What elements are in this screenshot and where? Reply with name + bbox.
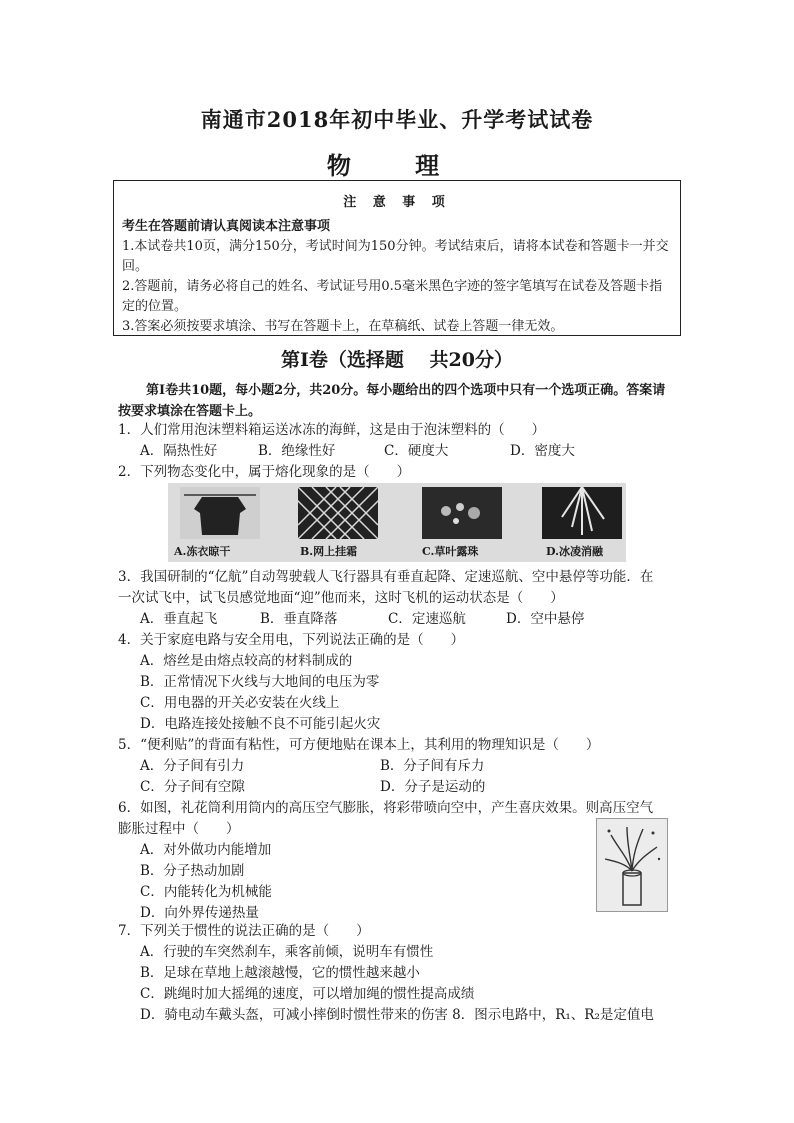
q5-option-d: D．分子是运动的 xyxy=(380,779,486,795)
q7-option-c: C．跳绳时加大摇绳的速度，可以增加绳的惯性提高成绩 xyxy=(140,986,475,1002)
section-title: 第Ⅰ卷（选择题 共20分） xyxy=(281,349,513,371)
q1-option-c: C．硬度大 xyxy=(384,443,449,459)
notice-item: 3.答案必须按要求填涂、书写在答题卡上，在草稿纸、试卷上答题一律无效。 xyxy=(122,319,564,334)
q7-option-b: B．足球在草地上越滚越慢，它的惯性越来越小 xyxy=(140,965,420,981)
question-7-stem: 7．下列关于惯性的说法正确的是（ ） xyxy=(118,923,370,939)
q4-option-c: C．用电器的开关必安装在火线上 xyxy=(140,695,340,711)
q1-option-d: D．密度大 xyxy=(510,443,575,459)
q3-option-c: C．定速巡航 xyxy=(388,611,466,627)
subject-title: 物 理 xyxy=(326,151,468,180)
q5-option-b: B．分子间有斥力 xyxy=(380,758,485,774)
q2-caption-b: B.网上挂霜 xyxy=(300,545,358,558)
question-3-line-1: 3．我国研制的“亿航”自动驾驶载人飞行器具有垂直起降、定速巡航、空中悬停等功能．在 xyxy=(118,569,654,585)
frosted-net-image xyxy=(298,487,378,539)
q2-caption-d: D.冰凌消融 xyxy=(546,545,603,558)
q4-option-d: D．电路连接处接触不良不可能引起火灾 xyxy=(140,716,381,732)
q6-option-a: A．对外做功内能增加 xyxy=(140,842,272,858)
question-6-line-2: 膨胀过程中（ ） xyxy=(118,821,240,837)
q4-option-a: A．熔丝是由熔点较高的材料制成的 xyxy=(140,653,353,669)
party-popper-figure xyxy=(596,818,668,912)
q7-option-a: A．行驶的车突然刹车，乘客前倾，说明车有惯性 xyxy=(140,944,434,960)
exam-title: 南通市2018年初中毕业、升学考试试卷 xyxy=(200,107,594,132)
q5-option-a: A．分子间有引力 xyxy=(140,758,245,774)
q2-caption-c: C.草叶露珠 xyxy=(422,545,479,558)
frozen-clothes-image xyxy=(180,487,260,539)
notice-heading: 注 意 事 项 xyxy=(343,195,451,210)
q4-option-b: B．正常情况下火线与大地间的电压为零 xyxy=(140,674,380,690)
question-5-stem: 5．“便利贴”的背面有粘性，可方便地贴在课本上，其利用的物理知识是（ ） xyxy=(118,737,600,753)
question-1-stem: 1．人们常用泡沫塑料箱运送冰冻的海鲜，这是由于泡沫塑料的（ ） xyxy=(118,422,546,438)
q3-option-d: D．空中悬停 xyxy=(506,611,585,627)
question-6-line-1: 6．如图，礼花筒利用筒内的高压空气膨胀，将彩带喷向空中，产生喜庆效果。则高压空气 xyxy=(118,800,654,816)
q1-option-b: B．绝缘性好 xyxy=(258,443,336,459)
party-popper-image xyxy=(597,819,667,911)
notice-item: 1.本试卷共10页，满分150分，考试时间为150分钟。考试结束后，请将本试卷和答题卡一并交回。 xyxy=(122,239,669,274)
notice-lead: 考生在答题前请认真阅读本注意事项 xyxy=(122,219,331,234)
q6-option-b: B．分子热动加剧 xyxy=(140,863,245,879)
q2-figure-strip xyxy=(168,483,626,562)
dew-on-leaf-image xyxy=(422,487,502,539)
notice-item: 2.答题前，请务必将自己的姓名、考试证号用0.5毫米黑色字迹的签字笔填写在试卷及答题卡指定的位置。 xyxy=(122,279,663,314)
q7-option-d: D．骑电动车戴头盔，可减小摔倒时惯性带来的伤害 8．图示电路中，R₁、R₂是定值电 xyxy=(140,1007,654,1023)
section-intro xyxy=(118,380,678,422)
melting-icicle-image xyxy=(542,487,622,539)
q6-option-d: D．向外界传递热量 xyxy=(140,905,259,921)
q5-option-c: C．分子间有空隙 xyxy=(140,779,245,795)
q1-option-a: A．隔热性好 xyxy=(140,443,218,459)
section-intro-text: 第Ⅰ卷共10题，每小题2分，共20分。每小题给出的四个选项中只有一个选项正确。答案请按要求填涂在答题卡上。 xyxy=(118,383,666,419)
question-3-line-2: 一次试飞中，试飞员感觉地面“迎”他而来，这时飞机的运动状态是（ ） xyxy=(118,590,564,606)
question-4-stem: 4．关于家庭电路与安全用电，下列说法正确的是（ ） xyxy=(118,632,465,648)
q3-option-b: B．垂直降落 xyxy=(260,611,338,627)
q2-caption-a: A.冻衣晾干 xyxy=(174,545,231,558)
q6-option-c: C．内能转化为机械能 xyxy=(140,884,272,900)
notice-box xyxy=(113,180,681,336)
question-2-stem: 2．下列物态变化中，属于熔化现象的是（ ） xyxy=(118,464,411,480)
q3-option-a: A．垂直起飞 xyxy=(140,611,218,627)
